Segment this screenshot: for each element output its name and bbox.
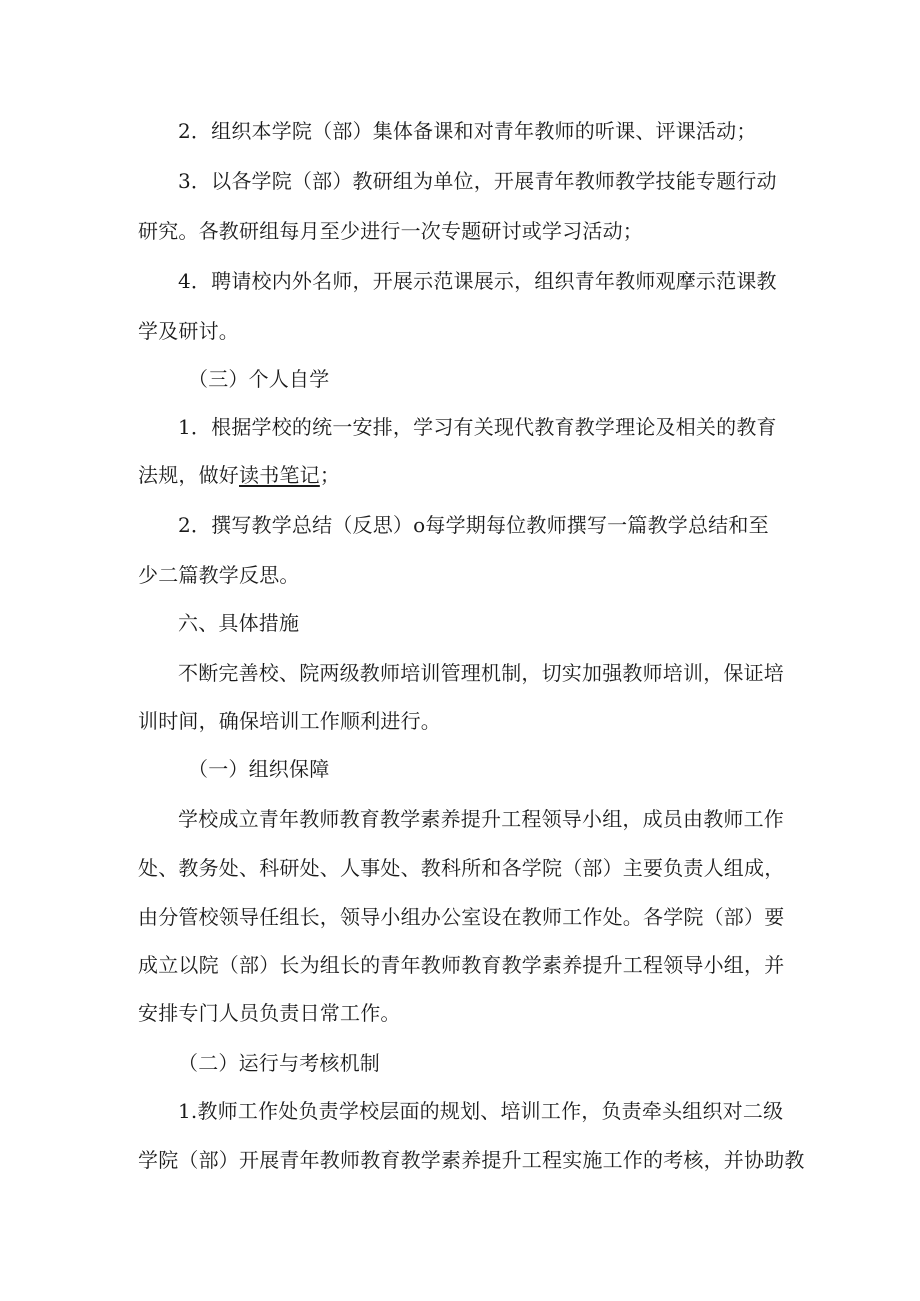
self-study-item-2-line-2: 少二篇教学反思。 — [138, 563, 300, 587]
organization-para-line-2: 处、教务处、科研处、人事处、教科所和各学院（部）主要负责人组成， — [138, 856, 785, 880]
underlined-text: 读书笔记 — [239, 463, 320, 487]
section-heading-operation: （二）运行与考核机制 — [178, 1051, 380, 1075]
self-study-item-1-line-1: 1．根据学校的统一安排，学习有关现代教育教学理论及相关的教育 — [178, 415, 777, 439]
measures-intro-line-1: 不断完善校、院两级教师培训管理机制，切实加强教师培训，保证培 — [178, 661, 784, 685]
line-text-suffix: ； — [319, 463, 341, 487]
organization-para-line-1: 学校成立青年教师教育教学素养提升工程领导小组，成员由教师工作 — [178, 807, 784, 831]
operation-item-1-line-2: 学院（部）开展青年教师教育教学素养提升工程实施工作的考核，并协助教 — [138, 1148, 805, 1172]
organization-para-line-4: 成立以院（部）长为组长的青年教师教育教学素养提升工程领导小组，并 — [138, 953, 785, 977]
list-item-4-line-1: 4．聘请校内外名师，开展示范课展示，组织青年教师观摩示范课教 — [178, 269, 777, 293]
list-item-3-line-2: 研究。各教研组每月至少进行一次专题研讨或学习活动； — [138, 219, 643, 243]
self-study-item-2-line-1: 2．撰写教学总结（反思）o每学期每位教师撰写一篇教学总结和至 — [178, 513, 769, 537]
operation-item-1-line-1: 1.教师工作处负责学校层面的规划、培训工作，负责牵头组织对二级 — [178, 1099, 784, 1123]
list-item-4-line-2: 学及研讨。 — [138, 319, 239, 343]
section-heading-measures: 六、具体措施 — [178, 611, 300, 635]
organization-para-line-3: 由分管校领导任组长，领导小组办公室设在教师工作处。各学院（部）要 — [138, 905, 785, 929]
section-heading-self-study: （三）个人自学 — [188, 367, 330, 391]
self-study-item-1-line-2 — [138, 462, 340, 488]
list-item-3-line-1: 3．以各学院（部）教研组为单位，开展青年教师教学技能专题行动 — [178, 169, 777, 193]
line-text-prefix: 法规，做好 — [138, 463, 239, 487]
section-heading-organization: （一）组织保障 — [188, 757, 330, 781]
organization-para-line-5: 安排专门人员负责日常工作。 — [138, 1001, 401, 1025]
list-item-2-line-1: 2．组织本学院（部）集体备课和对青年教师的听课、评课活动； — [178, 119, 757, 143]
measures-intro-line-2: 训时间，确保培训工作顺利进行。 — [138, 709, 441, 733]
